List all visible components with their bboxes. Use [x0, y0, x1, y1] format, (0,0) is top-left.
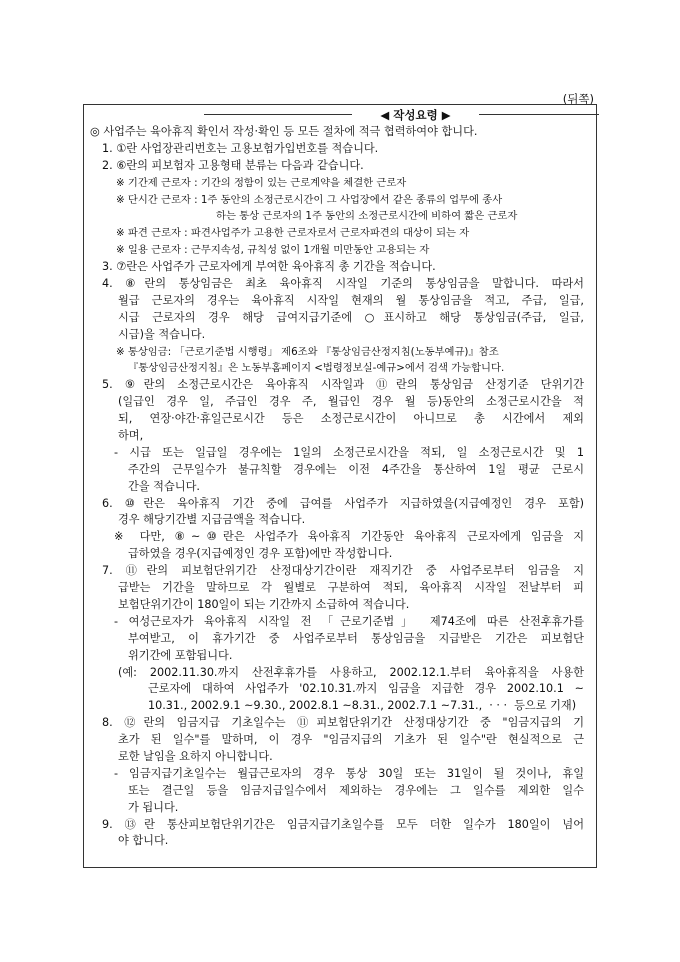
instruction-line: ※ 일용 근로자 : 근무지속성, 규칙성 없이 1개월 미만동안 고용되는 자: [116, 244, 430, 257]
instruction-line: 시급 근로자의 경우 해당 급여지급기준에 ○표시하고 해당 통상임금(주급, 일급,: [118, 310, 584, 324]
instruction-line: 급하였을 경우(지급예정인 경우 포함)에만 작성합니다.: [128, 547, 393, 561]
instruction-line: 하며,: [118, 429, 144, 443]
instruction-line: 보험단위기간이 180일이 되는 기간까지 소급하여 적습니다.: [118, 597, 410, 611]
instruction-line: 하는 통상 근로자의 1주 동안의 소정근로시간에 비하여 짧은 근로자: [216, 210, 518, 223]
instruction-line: 경우 해당기간별 지급금액을 적습니다.: [118, 513, 306, 527]
instruction-line: (일급인 경우 일, 주급인 경우 주, 월급인 경우 월 등)동안의 소정근로시간을 적: [118, 395, 584, 409]
instruction-line: 부여받고, 이 휴가기간 중 사업주로부터 통상임금을 지급받은 기간은 피보험단: [128, 631, 584, 645]
instruction-line: 『통상임금산정지침』은 노동부홈페이지 <법령정보실-예규>에서 검색 가능합니다.: [128, 362, 505, 375]
instruction-line: ※ 통상임금: 「근로기준법 시행령」 제6조와 『통상임금산정지침(노동부예규)』참조: [116, 345, 499, 358]
instruction-line: 3. ⑦란은 사업주가 근로자에게 부여한 육아휴직 총 기간을 적습니다.: [102, 260, 436, 274]
header-rule-left: [204, 114, 352, 115]
instruction-line: 8. ⑫란의 임금지급 기초일수는 ⑪피보험단위기간 산정대상기간 중 "임금지급의 기: [102, 716, 584, 730]
instruction-line: 로한 날임을 요하지 아니합니다.: [118, 749, 273, 763]
instruction-line: 1. ①란 사업장관리번호는 고용보험가입번호를 적습니다.: [102, 141, 379, 155]
instruction-line: 시급)을 적습니다.: [118, 327, 206, 341]
instructions-body: [84, 124, 596, 850]
instruction-line: 9. ⑬란 통산피보험단위기간은 임금지급기초일수를 모두 더한 일수가 180일이 넘어: [102, 817, 584, 831]
instruction-line: 간을 적습니다.: [128, 479, 200, 493]
instruction-line: (예: 2002.11.30.까지 산전후휴가를 사용하고, 2002.12.1.부터 육아휴직을 사용한: [118, 665, 584, 679]
instruction-line: ※ 파견 근로자 : 파견사업주가 고용한 근로자로서 근로자파견의 대상이 되는 자: [116, 227, 470, 240]
instruction-line: 4. ⑧란의 통상임금은 최초 육아휴직 시작일 기준의 통상임금을 말합니다. 따라서: [102, 277, 584, 291]
instruction-line: ※ 다만, ⑧~⑩란은 사업주가 육아휴직 기간동안 육아휴직 근로자에게 임금을 지: [114, 530, 584, 544]
instruction-line: 가 됩니다.: [128, 800, 179, 814]
instruction-line: 10.31., 2002.9.1 ~9.30., 2002.8.1 ~8.31., 2002.7.1 ~7.31., · · · 등으로 기재): [148, 699, 577, 713]
instruction-line: - 시급 또는 일급일 경우에는 1일의 소정근로시간을 적되, 일 소정근로시간 및 1: [114, 445, 584, 459]
instruction-line: ※ 단시간 근로자 : 1주 동안의 소정근로시간이 그 사업장에서 같은 종류의 업무에 종사: [116, 193, 503, 206]
instruction-line: 야 합니다.: [118, 834, 169, 848]
instruction-line: 위기간에 포함됩니다.: [128, 648, 233, 662]
instructions-title: ◀ 작성요령 ▶: [380, 108, 451, 122]
instruction-line: ◎ 사업주는 육아휴직 확인서 작성·확인 등 모든 절차에 적극 협력하여야 합니다.: [90, 125, 478, 138]
instruction-line: 월급 근로자의 경우는 육아휴직 시작일 현재의 월 통상임금을 적고, 주급, 일급,: [118, 293, 584, 307]
instruction-line: - 여성근로자가 육아휴직 시작일 전 「근로기준법」 제74조에 따른 산전후휴가를: [114, 614, 584, 628]
instruction-line: 6. ⑩란은 육아휴직 기간 중에 급여를 사업주가 지급하였을(지급예정인 경우 포함): [102, 496, 584, 510]
instruction-line: ※ 기간제 근로자 : 기간의 정함이 있는 근로계약을 체결한 근로자: [116, 176, 407, 189]
instructions-box: [83, 104, 597, 868]
instruction-line: 또는 결근일 등을 임금지급일수에서 제외하는 경우에는 그 일수를 제외한 일수: [128, 783, 584, 797]
instruction-line: 근로자에 대하여 사업주가 '02.10.31.까지 임금을 지급한 경우 2002.10.1 ~: [148, 682, 584, 696]
instruction-line: - 임금지급기초일수는 월급근로자의 경우 통상 30일 또는 31일이 될 것이나, 휴일: [114, 766, 584, 780]
instructions-header: [84, 107, 596, 121]
instruction-line: 초가 된 일수"를 말하며, 이 경우 "임금지급의 기초가 된 일수"란 현실적으로 근: [118, 733, 584, 747]
instruction-line: 되, 연장·야간·휴일근로시간 등은 소정근로시간이 아니므로 총 시간에서 제외: [118, 412, 584, 426]
instruction-line: 5. ⑨란의 소정근로시간은 육아휴직 시작일과 ⑪란의 통상임금 산정기준 단위기간: [102, 378, 584, 392]
header-rule-right: [479, 114, 599, 115]
instruction-line: 2. ⑥란의 피보험자 고용형태 분류는 다음과 같습니다.: [102, 158, 364, 172]
instruction-line: 7. ⑪란의 피보험단위기간 산정대상기간이란 재직기간 중 사업주로부터 임금을 지: [102, 564, 584, 578]
back-side-label: (뒤쪽): [562, 92, 594, 106]
instruction-line: 급받는 기간을 말하므로 각 월별로 구분하여 적되, 육아휴직 시작일 전날부터 피: [118, 581, 584, 595]
instruction-line: 주간의 근무일수가 불규칙할 경우에는 이전 4주간을 통산하여 1일 평균 근로시: [128, 462, 584, 476]
